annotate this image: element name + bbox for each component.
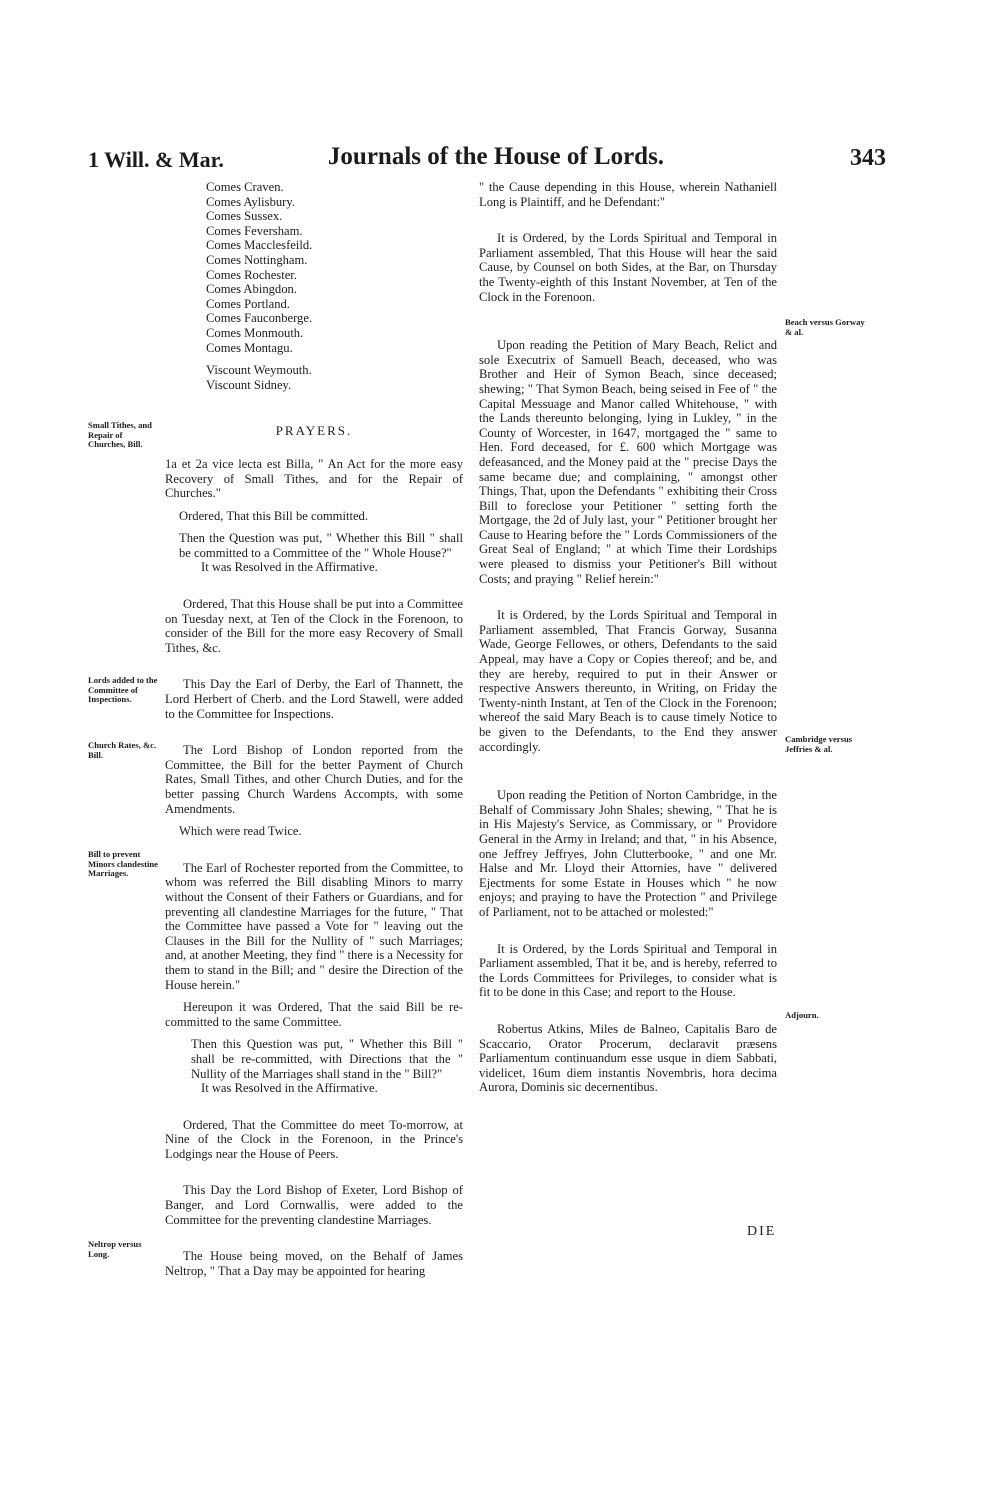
paragraph: The House being moved, on the Behalf of James Neltrop, " That a Day may be appointed for hearing	[165, 1249, 463, 1278]
paragraph: Robertus Atkins, Miles de Balneo, Capitalis Baro de Scaccario, Orator Procerum, declaravit præsens Parliamentum continuandum esse usque in diem Sabbati, videlicet, 16um diem instantis Novembris, hora decima Aurora, Dominis sic decernentibus.	[479, 1021, 777, 1095]
margin-note-church-rates: Church Rates, &c. Bill.	[88, 740, 157, 760]
running-head-title: Journals of the House of Lords.	[327, 143, 665, 170]
margin-note-neltrop: Neltrop versus Long.	[88, 1239, 142, 1259]
paragraph: It was Resolved in the Affirmative.	[201, 560, 378, 575]
peer-name: Comes Aylisbury.	[206, 194, 295, 209]
peer-name: Comes Craven.	[206, 180, 284, 194]
section-title-prayers: PRAYERS.	[275, 423, 353, 439]
viscount-name: Viscount Weymouth.	[206, 363, 312, 378]
peer-name: Comes Macclesfeild.	[206, 238, 313, 253]
margin-note-cambridge: Cambridge versus Jeffries & al.	[785, 734, 853, 754]
peer-name: Comes Monmouth.	[206, 325, 304, 340]
paragraph: The Lord Bishop of London reported from the Committee, the Bill for the better Payment of Church Rates, Small Tithes, and other Church Duties, and for the better passing Church Wardens Accompts, with some Amendments.	[165, 743, 463, 816]
catchword: DIE	[747, 1224, 777, 1239]
margin-note-adjourn: Adjourn.	[785, 1010, 819, 1020]
peer-name: Comes Fauconberge.	[206, 311, 313, 326]
running-head-left: 1 Will. & Mar.	[88, 147, 224, 172]
paragraph: Ordered, That the Committee do meet To-morrow, at Nine of the Clock in the Forenoon, in the Prince's Lodgings near the House of Peers.	[165, 1117, 463, 1161]
peer-name: Comes Nottingham.	[206, 252, 308, 267]
page-number: 343	[850, 145, 886, 171]
peer-name: Comes Rochester.	[206, 267, 297, 282]
right-column	[479, 180, 777, 1103]
paragraph: Ordered, That this House shall be put into a Committee on Tuesday next, at Ten of the Clock in the Forenoon, to consider of the Bill for the more easy Recovery of Small Tithes, &c.	[165, 597, 463, 655]
paragraph: This Day the Earl of Derby, the Earl of Thannett, the Lord Herbert of Cherb. and the Lord Stawell, were added to the Committee for Inspections.	[165, 677, 463, 721]
paragraph: Then this Question was put, " Whether this Bill " shall be re-committed, with Directions that the " Nullity of the Marriages shall stand in the " Bill?"	[191, 1037, 463, 1081]
paragraph: Hereupon it was Ordered, That the said Bill be re-committed to the same Committee.	[165, 1000, 463, 1029]
paragraph: It is Ordered, by the Lords Spiritual and Temporal in Parliament assembled, That it be, and is hereby, referred to the Lords Committees for Privileges, to consider what is fit to be done in this Case; and report to the House.	[479, 941, 777, 1000]
paragraph: Ordered, That this Bill be committed.	[179, 508, 368, 523]
viscount-name: Viscount Sidney.	[206, 377, 292, 392]
margin-note-minors-marriages: Bill to prevent Minors clandestine Marriages.	[88, 849, 158, 879]
paragraph: It was Resolved in the Affirmative.	[201, 1081, 378, 1096]
peer-name: Comes Sussex.	[206, 209, 283, 224]
paragraph: 1a et 2a vice lecta est Billa, " An Act for the more easy Recovery of Small Tithes, and for the Repair of Churches."	[165, 456, 463, 501]
peers-list	[165, 180, 463, 392]
peer-name: Comes Montagu.	[206, 340, 293, 355]
paragraph: This Day the Lord Bishop of Exeter, Lord Bishop of Banger, and Lord Cornwallis, were added to the Committee for the preventing clandestine Marriages.	[165, 1183, 463, 1227]
left-column	[165, 180, 463, 1286]
margin-note-small-tithes: Small Tithes, and Repair of Churches, Bill.	[88, 420, 152, 450]
paragraph: Then the Question was put, " Whether this Bill " shall be committed to a Committee of the " Whole House?"	[179, 531, 463, 560]
paragraph: The Earl of Rochester reported from the Committee, to whom was referred the Bill disabling Minors to marry without the Consent of their Fathers or Guardians, and for preventing all clandestine Marriages for the future, " That the Committee have passed a Vote for " leaving out the Clauses in the Bill for the Nullity of " such Marriages; and, at another Meeting, they find " there is a Necessity for them to stand in the Bill; and " desire the Direction of the House herein."	[165, 860, 463, 992]
paragraph: Upon reading the Petition of Mary Beach, Relict and sole Executrix of Samuell Beach, deceased, who was Brother and Heir of Symon Beach, since deceased; shewing; " That Symon Beach, being seised in Fee of " the Capital Messuage and Manor called Whitehouse, " with the Lands thereunto belonging, lying in Lukley, " in the County of Worcester, in 1647, mortgaged the " same to Hen. Ford deceased, for £. 600 which Mortgage was defeasanced, and the Money paid at the " precise Days the same became due; and complaining, " amongst other Things, That, upon the Defendants " exhibiting their Cross Bill to foreclose your Petitioner " setting forth the Mortgage, the 2d of July last, your " Petitioner brought her Cause to Hearing before the " Lords Commissioners of the Great Seal of England; " at which Time their Lordships were pleased to dismiss your Petitioner's Bill without Costs; and praying " Relief herein:"	[479, 338, 777, 586]
paragraph: It is Ordered, by the Lords Spiritual and Temporal in Parliament assembled, That Francis Gorway, Susanna Wade, George Fellowes, or others, Defendants to the said Appeal, may have a Copy or Copies thereof; and be, and they are hereby, required to put in their Answer or respective Answers thereunto, in Writing, on Friday the Twenty-ninth Instant, at Ten of the Clock in the Forenoon; whereof the said Mary Beach is to cause timely Notice to be given to the Defendants, to the End they answer accordingly.	[479, 608, 777, 754]
margin-note-beach: Beach versus Gorway & al.	[785, 317, 865, 337]
peer-name: Comes Abingdon.	[206, 282, 297, 297]
peer-name: Comes Feversham.	[206, 223, 303, 238]
margin-note-inspections: Lords added to the Committee of Inspections.	[88, 675, 158, 705]
paragraph: Upon reading the Petition of Norton Cambridge, in the Behalf of Commissary John Shales; shewing, " That he is in His Majesty's Service, as Commissary, or " Providore General in the Army in Ireland; and that, " in his Absence, one Jeffrey Jeffryes, John Clutterbooke, " and one Mr. Halse and Mr. Lloyd their Attornies, have " delivered Ejectments for some Estate in Houses which " he now enjoys; and praying to have the Protection " and Privilege of Parliament, not to be attached or molested:"	[479, 788, 777, 919]
paragraph: Which were read Twice.	[179, 824, 302, 839]
peer-name: Comes Portland.	[206, 296, 290, 311]
paragraph: " the Cause depending in this House, wherein Nathaniell Long is Plaintiff, and he Defendant:"	[479, 180, 777, 209]
paragraph: It is Ordered, by the Lords Spiritual and Temporal in Parliament assembled, That this House will hear the said Cause, by Counsel on both Sides, at the Bar, on Thursday the Twenty-eighth of this Instant November, at Ten of the Clock in the Forenoon.	[479, 231, 777, 304]
